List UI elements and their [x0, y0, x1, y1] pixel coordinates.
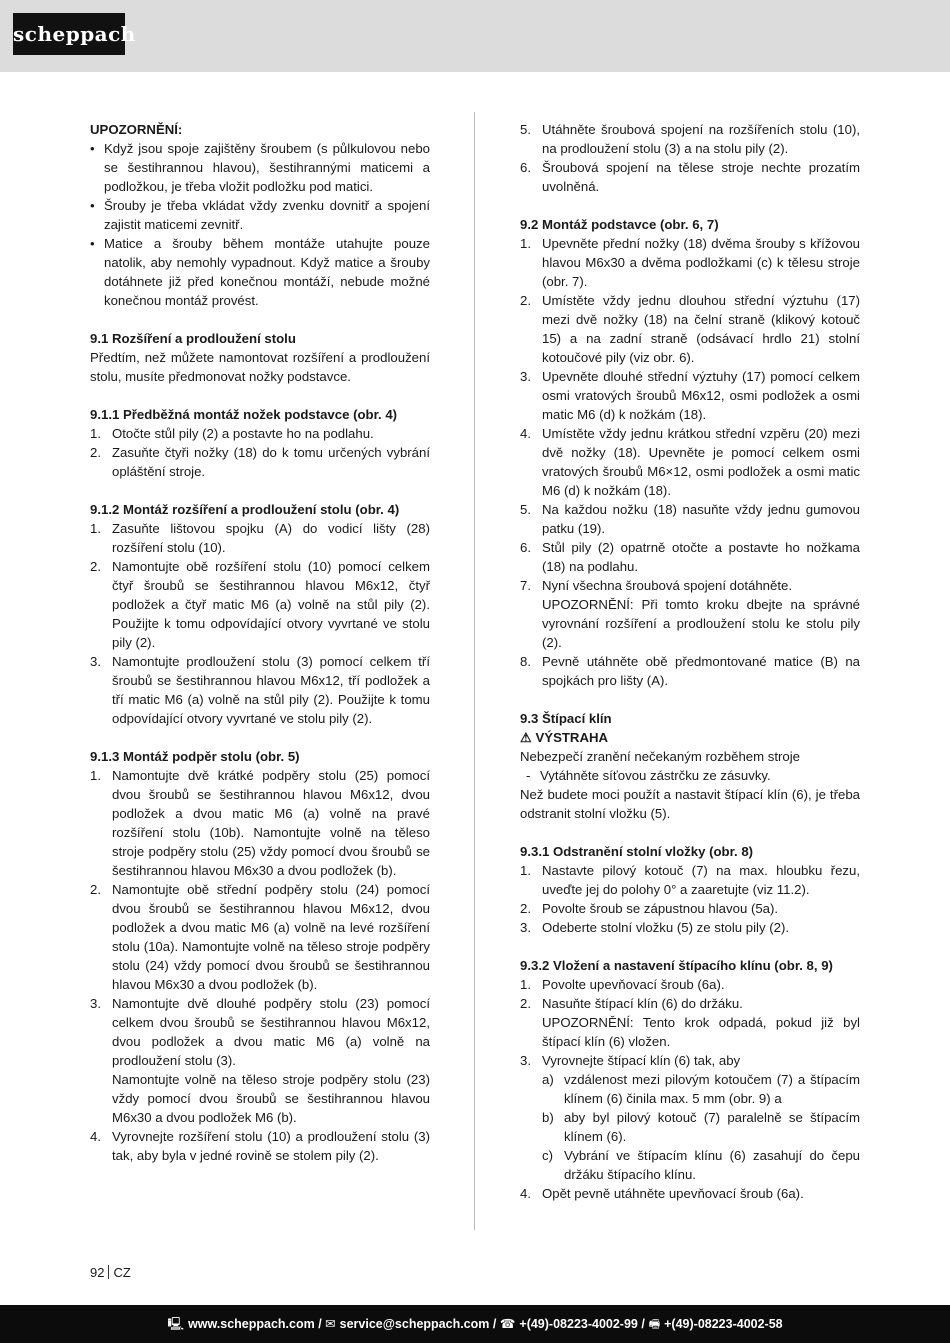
footer-email: service@scheppach.com — [339, 1317, 490, 1331]
note-bullet: • Matice a šrouby během montáže utahujte pouze natolik, aby nemohly vypadnout. Když matice a šrouby dotáhnete již před konečnou montáží, nebude možné konečnou montáž provést. — [90, 234, 430, 310]
section-text-9-1: Předtím, než můžete namontovat rozšíření a prodloužení stolu, musíte předmonovat nožky podstavce. — [90, 350, 430, 384]
sub-list-item: c) Vybrání ve štípacím klínu (6) zasahují do čepu držáku štípacího klínu. — [542, 1148, 860, 1182]
list-item: 3. Namontujte prodloužení stolu (3) pomocí celkem tří šroubů se šestihrannou hlavou M6x12, tří podložek a tří matic M6 (a) volně na stůl pily (2). Použijte k tomu odpovídající otvory vyvrtané ve stolu pily (2). — [90, 654, 430, 726]
list-item: 1. Zasuňte lištovou spojku (A) do vodicí lišty (28) rozšíření stolu (10). — [90, 521, 430, 555]
computer-icon: 🖳 — [167, 1317, 185, 1331]
list-item: 2. Namontujte obě střední podpěry stolu (24) pomocí dvou šroubů se šestihrannou hlavou M6x12, dvou podložek a dvou matic M6 (a) volně na levé rozšíření stolu (10a). Namontujte volně na těleso stroje podpěry stolu (24) vždy pomocí dvou šroubů se šestihrannou hlavou M6x30 a dvou podložek (b). — [90, 882, 430, 992]
list-item: 4. Umístěte vždy jednu krátkou střední vzpěru (20) mezi dvě nožky (18). Upevněte je pomocí celkem osmi vratových šroubů M6×12, osmi podložek a osmi matic M6 (d) k nožkám (18). — [520, 426, 860, 498]
phone-icon: ☎ — [499, 1317, 516, 1331]
right-column — [520, 120, 860, 1203]
list-item: 6. Šroubová spojení na tělese stroje nechte prozatím uvolněná. — [520, 160, 860, 194]
list-item: 3. Upevněte dlouhé střední výztuhy (17) pomocí celkem osmi vratových šroubů M6x12, osmi podložek a osmi matic M6 (d) k nožkám (18). — [520, 369, 860, 422]
list-item: 5. Na každou nožku (18) nasuňte vždy jednu gumovou patku (19). — [520, 502, 860, 536]
note-bullet: • Když jsou spoje zajištěny šroubem (s půlkulovou nebo se šestihrannou hlavou), šestihrannými maticemi a podložkou, je třeba vložit podložku pod matici. — [90, 139, 430, 196]
list-item: 8. Pevně utáhněte obě předmontované matice (B) na spojkách pro lišty (A). — [520, 654, 860, 688]
section-heading-9-3: 9.3 Štípací klín — [520, 711, 612, 726]
sub-list-item: b) aby byl pilový kotouč (7) paralelně se štípacím klínem (6). — [542, 1110, 860, 1144]
section-heading-9-1: 9.1 Rozšíření a prodloužení stolu — [90, 331, 296, 346]
section-heading-9-1-1: 9.1.1 Předběžná montáž nožek podstavce (obr. 4) — [90, 407, 398, 422]
list-item: 1. Otočte stůl pily (2) a postavte ho na podlahu. — [90, 426, 374, 441]
footer-fax: +(49)-08223-4002-58 — [664, 1317, 783, 1331]
section-heading-9-1-3: 9.1.3 Montáž podpěr stolu (obr. 5) — [90, 749, 300, 764]
sub-list-item: a) vzdálenost mezi pilovým kotoučem (7) a štípacím klínem (6) činila max. 5 mm (obr. 9) a — [542, 1072, 860, 1106]
list-item: 4. Opět pevně utáhněte upevňovací šroub (6a). — [520, 1186, 804, 1201]
note-bullet-list — [90, 139, 430, 310]
section-text-9-3: Než budete moci použít a nastavit štípací klín (6), je třeba odstranit stolní vložku (5). — [520, 787, 860, 821]
list-item: 2. Zasuňte čtyři nožky (18) do k tomu určených vybrání opláštění stroje. — [90, 445, 430, 479]
warning-text: Nebezpečí zranění nečekaným rozběhem stroje — [520, 749, 801, 764]
warning-dash-item: - Vytáhněte síťovou zástrčku ze zásuvky. — [526, 768, 771, 783]
list-item: 6. Stůl pily (2) opatrně otočte a postavte ho nožkama (18) na podlahu. — [520, 540, 860, 574]
left-column — [90, 120, 430, 1165]
list-item: 1. Namontujte dvě krátké podpěry stolu (25) pomocí dvou šroubů se šestihrannou hlavou M6x12, dvou podložek a dvou matic M6 (a) volně na pravé rozšíření stolu (10b). Namontujte volně na těleso stroje podpěry stolu (25) vždy pomocí dvou šroubů se šestihrannou hlavou M6x30 a dvou podložek (b). — [90, 768, 430, 878]
list-item: 5. Utáhněte šroubová spojení na rozšířeních stolu (10), na prodloužení stolu (3) a na stolu pily (2). — [520, 122, 860, 156]
fax-icon: 🖷 — [648, 1317, 661, 1331]
note-heading: UPOZORNĚNÍ: — [90, 122, 183, 137]
list-item: 4. Vyrovnejte rozšíření stolu (10) a prodloužení stolu (3) tak, aby byla v jedné rovině se stolem pily (2). — [90, 1129, 430, 1163]
footer-phone: +(49)-08223-4002-99 — [519, 1317, 638, 1331]
brand-logo: scheppach — [13, 13, 125, 55]
list-item: 7. Nyní všechna šroubová spojení dotáhněte. UPOZORNĚNÍ: Při tomto kroku dbejte na správné vyrovnání rozšíření a prodloužení stolu ke stolu pily (2). — [520, 578, 860, 650]
page-header — [0, 0, 950, 72]
section-heading-9-1-2: 9.1.2 Montáž rozšíření a prodloužení stolu (obr. 4) — [90, 502, 400, 517]
list-item: 2. Namontujte obě rozšíření stolu (10) pomocí celkem čtyř šroubů se šestihrannou hlavou M6x12, čtyř podložek a čtyř matic M6 (a) volně na stůl pily (2). Použijte k tomu odpovídající otvory vyvrtané ve stolu pily (2). — [90, 559, 430, 650]
list-item: 3. Namontujte dvě dlouhé podpěry stolu (23) pomocí celkem dvou šroubů se šestihrannou hlavou M6x12, dvou podložek a dvou matic M6 (a) volně na prodloužení stolu (3). Namontujte volně na těleso stroje podpěry stolu (23) vždy pomocí dvou šroubů se šestihrannou hlavou M6x30 a dvou podložek M6 (b). — [90, 996, 430, 1125]
list-item: 2. Povolte šroub se zápustnou hlavou (5a). — [520, 901, 779, 916]
list-item: 1. Nastavte pilový kotouč (7) na max. hloubku řezu, uveďte jej do polohy 0° a zaaretujte (viz 11.2). — [520, 863, 860, 897]
list-item: 1. Povolte upevňovací šroub (6a). — [520, 977, 725, 992]
page-number: 92 CZ — [90, 1265, 131, 1280]
list-item: 1. Upevněte přední nožky (18) dvěma šrouby s křížovou hlavou M6x30 a dvěma podložkami (c) k tělesu stroje (obr. 7). — [520, 236, 860, 289]
list-item: 3. Odeberte stolní vložku (5) ze stolu pily (2). — [520, 920, 790, 935]
contact-footer: 🖳 www.scheppach.com / ✉ service@scheppach.com / ☎ +(49)-08223-4002-99 / 🖷 +(49)-08223-4002-58 — [0, 1305, 950, 1343]
list-item: 2. Umístěte vždy jednu dlouhou střední výztuhu (17) mezi dvě nožky (18) na čelní straně (klikový kotouč 15) a na zadní straně (odsávací hrdlo 21) stolní kotoučové pily (viz obr. 6). — [520, 293, 860, 365]
section-heading-9-3-2: 9.3.2 Vložení a nastavení štípacího klínu (obr. 8, 9) — [520, 958, 833, 973]
section-heading-9-3-1: 9.3.1 Odstranění stolní vložky (obr. 8) — [520, 844, 754, 859]
list-item: 2. Nasuňte štípací klín (6) do držáku. UPOZORNĚNÍ: Tento krok odpadá, pokud již byl štípací klín (6) vložen. — [520, 996, 860, 1049]
list-item: 3. Vyrovnejte štípací klín (6) tak, aby — [520, 1053, 741, 1068]
footer-web: www.scheppach.com — [188, 1317, 315, 1331]
column-divider — [474, 112, 475, 1230]
email-icon: ✉ — [325, 1317, 336, 1331]
warning-label: ⚠ VÝSTRAHA — [520, 730, 609, 745]
section-heading-9-2: 9.2 Montáž podstavce (obr. 6, 7) — [520, 217, 719, 232]
note-bullet: • Šrouby je třeba vkládat vždy zvenku dovnitř a spojení zajistit maticemi zevnitř. — [90, 196, 430, 234]
